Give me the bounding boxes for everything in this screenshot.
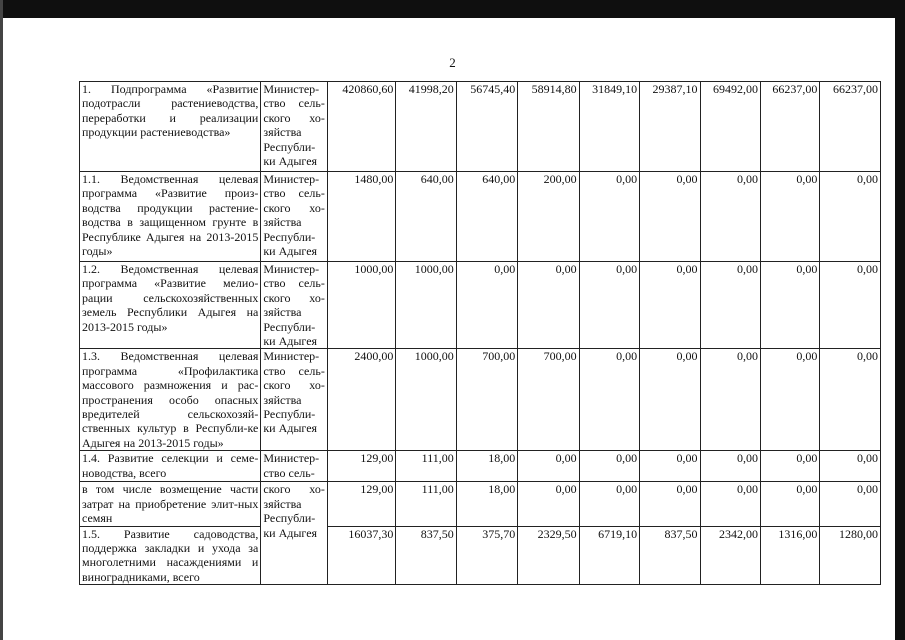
year-amount-cell: 66237,00 (760, 82, 819, 172)
year-amount-cell: 0,00 (579, 262, 639, 349)
executor-cell: Министер-ство сель-ского хо-зяйства Республи-ки Адыгея (261, 82, 327, 172)
year-amount-cell: 640,00 (456, 172, 517, 262)
year-amount-cell: 0,00 (640, 262, 700, 349)
executor-cell: ки Адыгея (261, 526, 327, 585)
year-amount-cell: 0,00 (700, 482, 760, 526)
total-amount-cell: 16037,30 (327, 526, 396, 585)
year-amount-cell: 0,00 (820, 451, 881, 482)
year-amount-cell: 111,00 (396, 482, 456, 526)
year-amount-cell: 640,00 (396, 172, 456, 262)
scan-left-border (0, 0, 3, 640)
year-amount-cell: 0,00 (700, 349, 760, 451)
year-amount-cell: 2342,00 (700, 526, 760, 585)
year-amount-cell: 41998,20 (396, 82, 456, 172)
total-amount-cell: 2400,00 (327, 349, 396, 451)
year-amount-cell: 1316,00 (760, 526, 819, 585)
year-amount-cell: 0,00 (700, 451, 760, 482)
year-amount-cell: 0,00 (518, 482, 579, 526)
total-amount-cell: 420860,60 (327, 82, 396, 172)
year-amount-cell: 69492,00 (700, 82, 760, 172)
year-amount-cell: 0,00 (579, 482, 639, 526)
year-amount-cell: 0,00 (579, 451, 639, 482)
year-amount-cell: 837,50 (640, 526, 700, 585)
executor-cell: Министер-ство сель- (261, 451, 327, 482)
total-amount-cell: 129,00 (327, 482, 396, 526)
table-row (80, 172, 881, 262)
year-amount-cell: 0,00 (579, 349, 639, 451)
program-name-cell: 1.4. Развитие селекции и семе-новодства, всего (80, 451, 261, 482)
year-amount-cell: 0,00 (760, 451, 819, 482)
executor-cell: Министер-ство сель-ского хо-зяйства Республи-ки Адыгея (261, 349, 327, 451)
year-amount-cell: 2329,50 (518, 526, 579, 585)
total-amount-cell: 1000,00 (327, 262, 396, 349)
program-name-cell: 1. Подпрограмма «Развитие подотрасли растениеводства, переработки и реализации продукции растениеводства» (80, 82, 261, 172)
page-number: 2 (449, 55, 456, 70)
year-amount-cell: 0,00 (640, 172, 700, 262)
year-amount-cell: 0,00 (820, 172, 881, 262)
executor-cell: ского хо-зяйства Республи- (261, 482, 327, 526)
year-amount-cell: 56745,40 (456, 82, 517, 172)
year-amount-cell: 1280,00 (820, 526, 881, 585)
total-amount-cell: 129,00 (327, 451, 396, 482)
total-amount-cell: 1480,00 (327, 172, 396, 262)
year-amount-cell: 1000,00 (396, 262, 456, 349)
year-amount-cell: 200,00 (518, 172, 579, 262)
year-amount-cell: 0,00 (640, 451, 700, 482)
program-name-cell: 1.3. Ведомственная целевая программа «Профилактика массового размножения и рас-пространения особо опасных вредителей сельскохозяй-ственных культур в Республи-ке Адыгея на 2013-2015 годы» (80, 349, 261, 451)
year-amount-cell: 0,00 (700, 172, 760, 262)
scan-top-border (0, 0, 905, 18)
program-name-cell: в том числе возмещение части затрат на приобретение элит-ных семян (80, 482, 261, 526)
year-amount-cell: 700,00 (518, 349, 579, 451)
table-row (80, 526, 881, 585)
year-amount-cell: 0,00 (518, 451, 579, 482)
year-amount-cell: 18,00 (456, 482, 517, 526)
year-amount-cell: 700,00 (456, 349, 517, 451)
year-amount-cell: 0,00 (760, 262, 819, 349)
table-row (80, 482, 881, 526)
year-amount-cell: 0,00 (579, 172, 639, 262)
table-row (80, 349, 881, 451)
table-row (80, 451, 881, 482)
year-amount-cell: 0,00 (640, 349, 700, 451)
year-amount-cell: 0,00 (700, 262, 760, 349)
year-amount-cell: 0,00 (760, 349, 819, 451)
year-amount-cell: 0,00 (820, 482, 881, 526)
budget-table (79, 81, 881, 585)
year-amount-cell: 18,00 (456, 451, 517, 482)
year-amount-cell: 0,00 (760, 172, 819, 262)
year-amount-cell: 375,70 (456, 526, 517, 585)
year-amount-cell: 0,00 (640, 482, 700, 526)
year-amount-cell: 0,00 (518, 262, 579, 349)
year-amount-cell: 0,00 (456, 262, 517, 349)
program-name-cell: 1.2. Ведомственная целевая программа «Развитие мелио-рации сельскохозяйственных земель Республики Адыгея на 2013-2015 годы» (80, 262, 261, 349)
year-amount-cell: 31849,10 (579, 82, 639, 172)
year-amount-cell: 58914,80 (518, 82, 579, 172)
table-row (80, 82, 881, 172)
table-row (80, 262, 881, 349)
year-amount-cell: 1000,00 (396, 349, 456, 451)
year-amount-cell: 0,00 (820, 349, 881, 451)
program-name-cell: 1.5. Развитие садоводства, поддержка закладки и ухода за многолетними насаждениями и виноградниками, всего (80, 526, 261, 585)
program-name-cell: 1.1. Ведомственная целевая программа «Развитие произ-водства продукции растение-водства в защищенном грунте в Республике Адыгея на 2013-2015 годы» (80, 172, 261, 262)
executor-cell: Министер-ство сель-ского хо-зяйства Республи-ки Адыгея (261, 262, 327, 349)
year-amount-cell: 6719,10 (579, 526, 639, 585)
year-amount-cell: 66237,00 (820, 82, 881, 172)
executor-cell: Министер-ство сель-ского хо-зяйства Республи-ки Адыгея (261, 172, 327, 262)
year-amount-cell: 29387,10 (640, 82, 700, 172)
year-amount-cell: 0,00 (820, 262, 881, 349)
scan-right-border (895, 0, 905, 640)
year-amount-cell: 837,50 (396, 526, 456, 585)
year-amount-cell: 111,00 (396, 451, 456, 482)
year-amount-cell: 0,00 (760, 482, 819, 526)
